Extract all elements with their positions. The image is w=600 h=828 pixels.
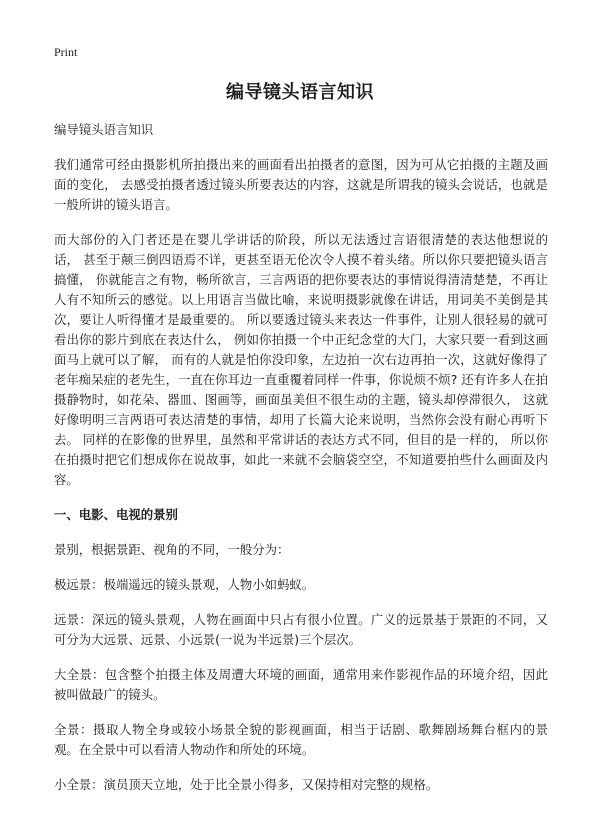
section-paragraph-intro: 景别，根据景距、视角的不同，一般分为： [54, 542, 290, 557]
document-subtitle: 编导镜头语言知识 [54, 122, 154, 137]
section-paragraph-small-full-shot: 小全景：演员顶天立地，处于比全景小得多，又保持相对完整的规格。 [54, 777, 439, 792]
intro-paragraph-1: 我们通常可经由摄影机所拍摄出来的画面看出拍摄者的意图，因为可从它拍摄的主题及画面的变化， 去感受拍摄者透过镜头所要表达的内容，这就是所谓我的镜头会说话，也就是一般所讲的镜头语言。 [54, 157, 548, 212]
section-paragraph-full-shot: 全景：摄取人物全身或较小场景全貌的影视画面，相当于话剧、歌舞剧场舞台框内的景观。在全景中可以看清人物动作和所处的环境。 [54, 722, 548, 757]
print-link[interactable]: Print [54, 45, 78, 59]
document-body [54, 120, 548, 810]
intro-paragraph-2: 而大部份的入门者还是在婴儿学讲话的阶段，所以无法透过言语很清楚的表达他想说的话， 甚至于颠三倒四语焉不详，更甚至语无伦次令人摸不着头绪。所以你只要把镜头语言搞懂， 你就能言之有物，畅所欲言，三言两语的把你要表达的事情说得清清楚楚，不再让人有不知所云的感觉。以上用语言当做比喻，来说明摄影就像在讲话，用词美不美倒是其次，要让人听得懂才是最重要的。 所以要透过镜头来表达一件事件，让别人很轻易的就可看出你的影片到底在表达什么， 例如你拍摄一个中正纪念堂的大门，大家只要一看到这画面马上就可以了解， 而有的人就是怕你没印象，左边拍一次右边再拍一次，这就好像得了老年痴呆症的老先生，一直在你耳边一直重覆着同样一件事，你说烦不烦? 还有许多人在拍摄静物时，如花朵、器皿、图画等，画面虽美但不很生动的主题，镜头却停滞很久， 这就好像明明三言两语可表达清楚的事情，却用了长篇大论来说明，当然你会没有耐心再听下去。 同样的在影像的世界里，虽然和平常讲话的表达方式不同，但目的是一样的， 所以你在拍摄时把它们想成你在说故事，如此一来就不会脑袋空空，不知道要拍些什么画面及内容。 [54, 232, 548, 487]
document-title: 编导镜头语言知识 [226, 82, 374, 103]
section-paragraph-wide-full-shot: 大全景：包含整个拍摄主体及周遭大环境的画面，通常用来作影视作品的环境介绍，因此被叫做最广的镜头。 [54, 667, 548, 702]
section-paragraph-extreme-long-shot: 极远景：极端遥远的镜头景观，人物小如蚂蚁。 [54, 577, 315, 592]
section-paragraph-long-shot: 远景：深远的镜头景观，人物在画面中只占有很小位置。广义的远景基于景距的不同，又可分为大远景、远景、小远景(一说为半远景)三个层次。 [54, 612, 548, 647]
section-heading: 一、电影、电视的景别 [54, 507, 178, 522]
